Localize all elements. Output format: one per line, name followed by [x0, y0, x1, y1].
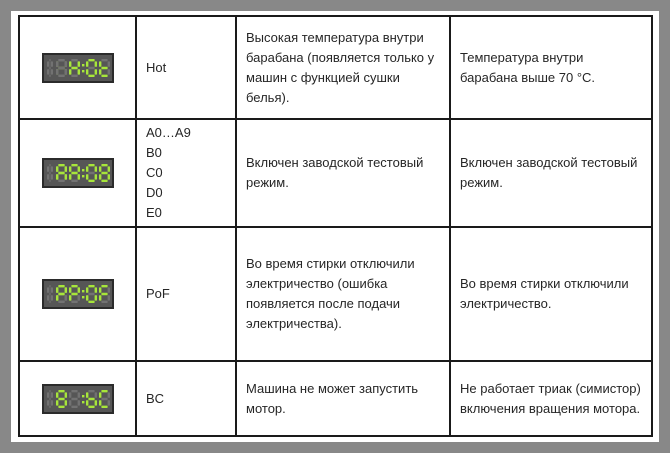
lcd-segment [49, 301, 50, 303]
lcd-segment [69, 166, 71, 171]
lcd-segment [47, 174, 49, 179]
lcd-segment [101, 172, 107, 174]
lcd-segment [50, 166, 52, 171]
lcd-segment [94, 392, 96, 397]
lcd-segment [77, 166, 79, 171]
lcd-colon-dot [82, 395, 84, 397]
lcd-segment [49, 74, 50, 76]
lcd-segment [71, 293, 77, 295]
lcd-segment [86, 69, 88, 74]
lcd-segment [58, 74, 64, 76]
lcd-colon-dot [82, 169, 84, 171]
lcd-segment [50, 392, 52, 397]
lcd-segment [101, 301, 107, 303]
lcd-segment [56, 61, 58, 66]
description-cell: Включен заводской тестовый режим. [236, 119, 450, 227]
error-code: B0 [146, 145, 162, 160]
error-code: D0 [146, 185, 163, 200]
lcd-segment [88, 390, 94, 392]
cause-cell: Во время стирки отключили электричество. [450, 227, 652, 361]
lcd-segment [99, 166, 101, 171]
lcd-colon-dot [82, 64, 84, 66]
lcd-segment [99, 287, 101, 292]
lcd-segment [86, 174, 88, 179]
lcd-segment [49, 293, 50, 295]
lcd-segment [88, 293, 94, 295]
lcd-segment [77, 287, 79, 292]
lcd-segment [64, 69, 66, 74]
lcd-segment [71, 390, 77, 392]
lcd-segment [94, 295, 96, 300]
lcd-segment [50, 287, 52, 292]
lcd-segment [56, 174, 58, 179]
lcd-segment [69, 69, 71, 74]
display-cell [19, 227, 136, 361]
lcd-segment [101, 397, 107, 399]
table-row [19, 361, 652, 436]
lcd-segment [86, 61, 88, 66]
lcd-segment [47, 69, 49, 74]
lcd-segment [58, 164, 64, 166]
lcd-segment [71, 301, 77, 303]
lcd-segment [56, 400, 58, 405]
lcd-segment [107, 392, 109, 397]
lcd-segment [88, 285, 94, 287]
lcd-segment [69, 400, 71, 405]
lcd-segment [86, 287, 88, 292]
seven-segment-display [44, 55, 112, 81]
lcd-segment [86, 295, 88, 300]
description-cell: Высокая температура внутри барабана (появляется только у машин с функцией сушки белья). [236, 16, 450, 119]
lcd-display-icon [42, 279, 114, 309]
lcd-segment [88, 59, 94, 61]
lcd-segment [88, 397, 94, 399]
lcd-segment [88, 164, 94, 166]
lcd-colon-dot [82, 290, 84, 292]
lcd-segment [49, 405, 50, 407]
lcd-segment [88, 66, 94, 68]
lcd-segment [71, 74, 77, 76]
lcd-segment [101, 285, 107, 287]
lcd-segment [107, 295, 109, 300]
lcd-segment [58, 180, 64, 182]
cause-cell: Не работает триак (симистор) включения вращения мотора. [450, 361, 652, 436]
lcd-colon-dot [82, 401, 84, 403]
error-code-table [18, 15, 653, 437]
lcd-segment [50, 295, 52, 300]
lcd-segment [107, 69, 109, 74]
lcd-segment [88, 180, 94, 182]
lcd-segment [94, 400, 96, 405]
lcd-segment [56, 69, 58, 74]
lcd-segment [64, 400, 66, 405]
table-row [19, 16, 652, 119]
lcd-segment [71, 66, 77, 68]
lcd-segment [69, 287, 71, 292]
lcd-display-icon [42, 158, 114, 188]
lcd-segment [58, 66, 64, 68]
lcd-segment [49, 390, 50, 392]
lcd-segment [86, 400, 88, 405]
display-cell [19, 16, 136, 119]
error-code: E0 [146, 205, 162, 220]
lcd-segment [99, 392, 101, 397]
lcd-segment [71, 59, 77, 61]
error-code-cell [136, 361, 236, 436]
lcd-segment [58, 405, 64, 407]
lcd-segment [71, 285, 77, 287]
lcd-segment [77, 392, 79, 397]
lcd-segment [47, 295, 49, 300]
seven-segment-display [44, 386, 112, 412]
lcd-segment [58, 390, 64, 392]
lcd-segment [49, 172, 50, 174]
lcd-segment [56, 287, 58, 292]
lcd-segment [71, 397, 77, 399]
lcd-display-icon [42, 384, 114, 414]
lcd-segment [94, 61, 96, 66]
lcd-segment [107, 287, 109, 292]
lcd-segment [71, 172, 77, 174]
lcd-segment [88, 74, 94, 76]
lcd-segment [107, 400, 109, 405]
lcd-segment [101, 66, 107, 68]
lcd-segment [49, 397, 50, 399]
display-cell [19, 361, 136, 436]
lcd-segment [77, 400, 79, 405]
lcd-segment [64, 392, 66, 397]
lcd-segment [77, 295, 79, 300]
lcd-segment [64, 295, 66, 300]
lcd-segment [58, 172, 64, 174]
lcd-segment [86, 166, 88, 171]
lcd-segment [94, 174, 96, 179]
lcd-segment [64, 166, 66, 171]
lcd-segment [69, 61, 71, 66]
lcd-segment [58, 301, 64, 303]
lcd-segment [47, 61, 49, 66]
lcd-segment [88, 172, 94, 174]
lcd-segment [50, 400, 52, 405]
seven-segment-display [44, 160, 112, 186]
lcd-segment [56, 295, 58, 300]
lcd-segment [101, 74, 107, 76]
lcd-segment [101, 180, 107, 182]
error-code: Hot [146, 59, 167, 75]
lcd-segment [107, 61, 109, 66]
error-code-cell [136, 119, 236, 227]
lcd-segment [77, 69, 79, 74]
lcd-segment [88, 405, 94, 407]
display-cell [19, 119, 136, 227]
lcd-segment [58, 285, 64, 287]
lcd-segment [47, 400, 49, 405]
lcd-segment [88, 301, 94, 303]
lcd-segment [101, 164, 107, 166]
lcd-segment [58, 397, 64, 399]
lcd-segment [86, 392, 88, 397]
lcd-segment [49, 164, 50, 166]
lcd-segment [94, 287, 96, 292]
lcd-segment [64, 174, 66, 179]
lcd-segment [49, 66, 50, 68]
lcd-segment [69, 392, 71, 397]
lcd-display-icon [42, 53, 114, 83]
lcd-segment [101, 293, 107, 295]
description-cell: Во время стирки отключили электричество (ошибка появляется после подачи электричества). [236, 227, 450, 361]
lcd-segment [101, 390, 107, 392]
lcd-segment [77, 174, 79, 179]
lcd-segment [99, 61, 101, 66]
lcd-segment [50, 69, 52, 74]
lcd-segment [58, 59, 64, 61]
lcd-colon-dot [82, 70, 84, 72]
lcd-segment [99, 295, 101, 300]
lcd-segment [56, 166, 58, 171]
lcd-segment [99, 69, 101, 74]
lcd-segment [107, 174, 109, 179]
seven-segment-display [44, 281, 112, 307]
error-code-table-frame [11, 11, 659, 442]
lcd-segment [58, 293, 64, 295]
lcd-segment [56, 392, 58, 397]
lcd-segment [71, 405, 77, 407]
error-code: PoF [146, 286, 170, 301]
lcd-segment [77, 61, 79, 66]
lcd-segment [71, 180, 77, 182]
lcd-segment [64, 61, 66, 66]
lcd-segment [50, 174, 52, 179]
lcd-segment [64, 287, 66, 292]
lcd-segment [99, 400, 101, 405]
lcd-segment [99, 174, 101, 179]
lcd-segment [94, 69, 96, 74]
cause-cell: Температура внутри барабана выше 70 °С. [450, 16, 652, 119]
lcd-segment [69, 174, 71, 179]
table-row [19, 227, 652, 361]
error-code: A0…A9 [146, 125, 191, 140]
lcd-segment [101, 405, 107, 407]
error-code-cell [136, 16, 236, 119]
table-row [19, 119, 652, 227]
lcd-segment [49, 180, 50, 182]
lcd-segment [47, 287, 49, 292]
lcd-segment [47, 166, 49, 171]
lcd-segment [94, 166, 96, 171]
lcd-segment [71, 164, 77, 166]
lcd-colon-dot [82, 296, 84, 298]
error-code-cell [136, 227, 236, 361]
lcd-segment [101, 59, 107, 61]
lcd-segment [107, 166, 109, 171]
lcd-segment [50, 61, 52, 66]
error-code: C0 [146, 165, 163, 180]
error-code: BC [146, 390, 165, 406]
lcd-segment [69, 295, 71, 300]
description-cell: Машина не может запустить мотор. [236, 361, 450, 436]
lcd-segment [49, 59, 50, 61]
lcd-segment [49, 285, 50, 287]
lcd-colon-dot [82, 175, 84, 177]
lcd-segment [47, 392, 49, 397]
cause-cell: Включен заводской тестовый режим. [450, 119, 652, 227]
